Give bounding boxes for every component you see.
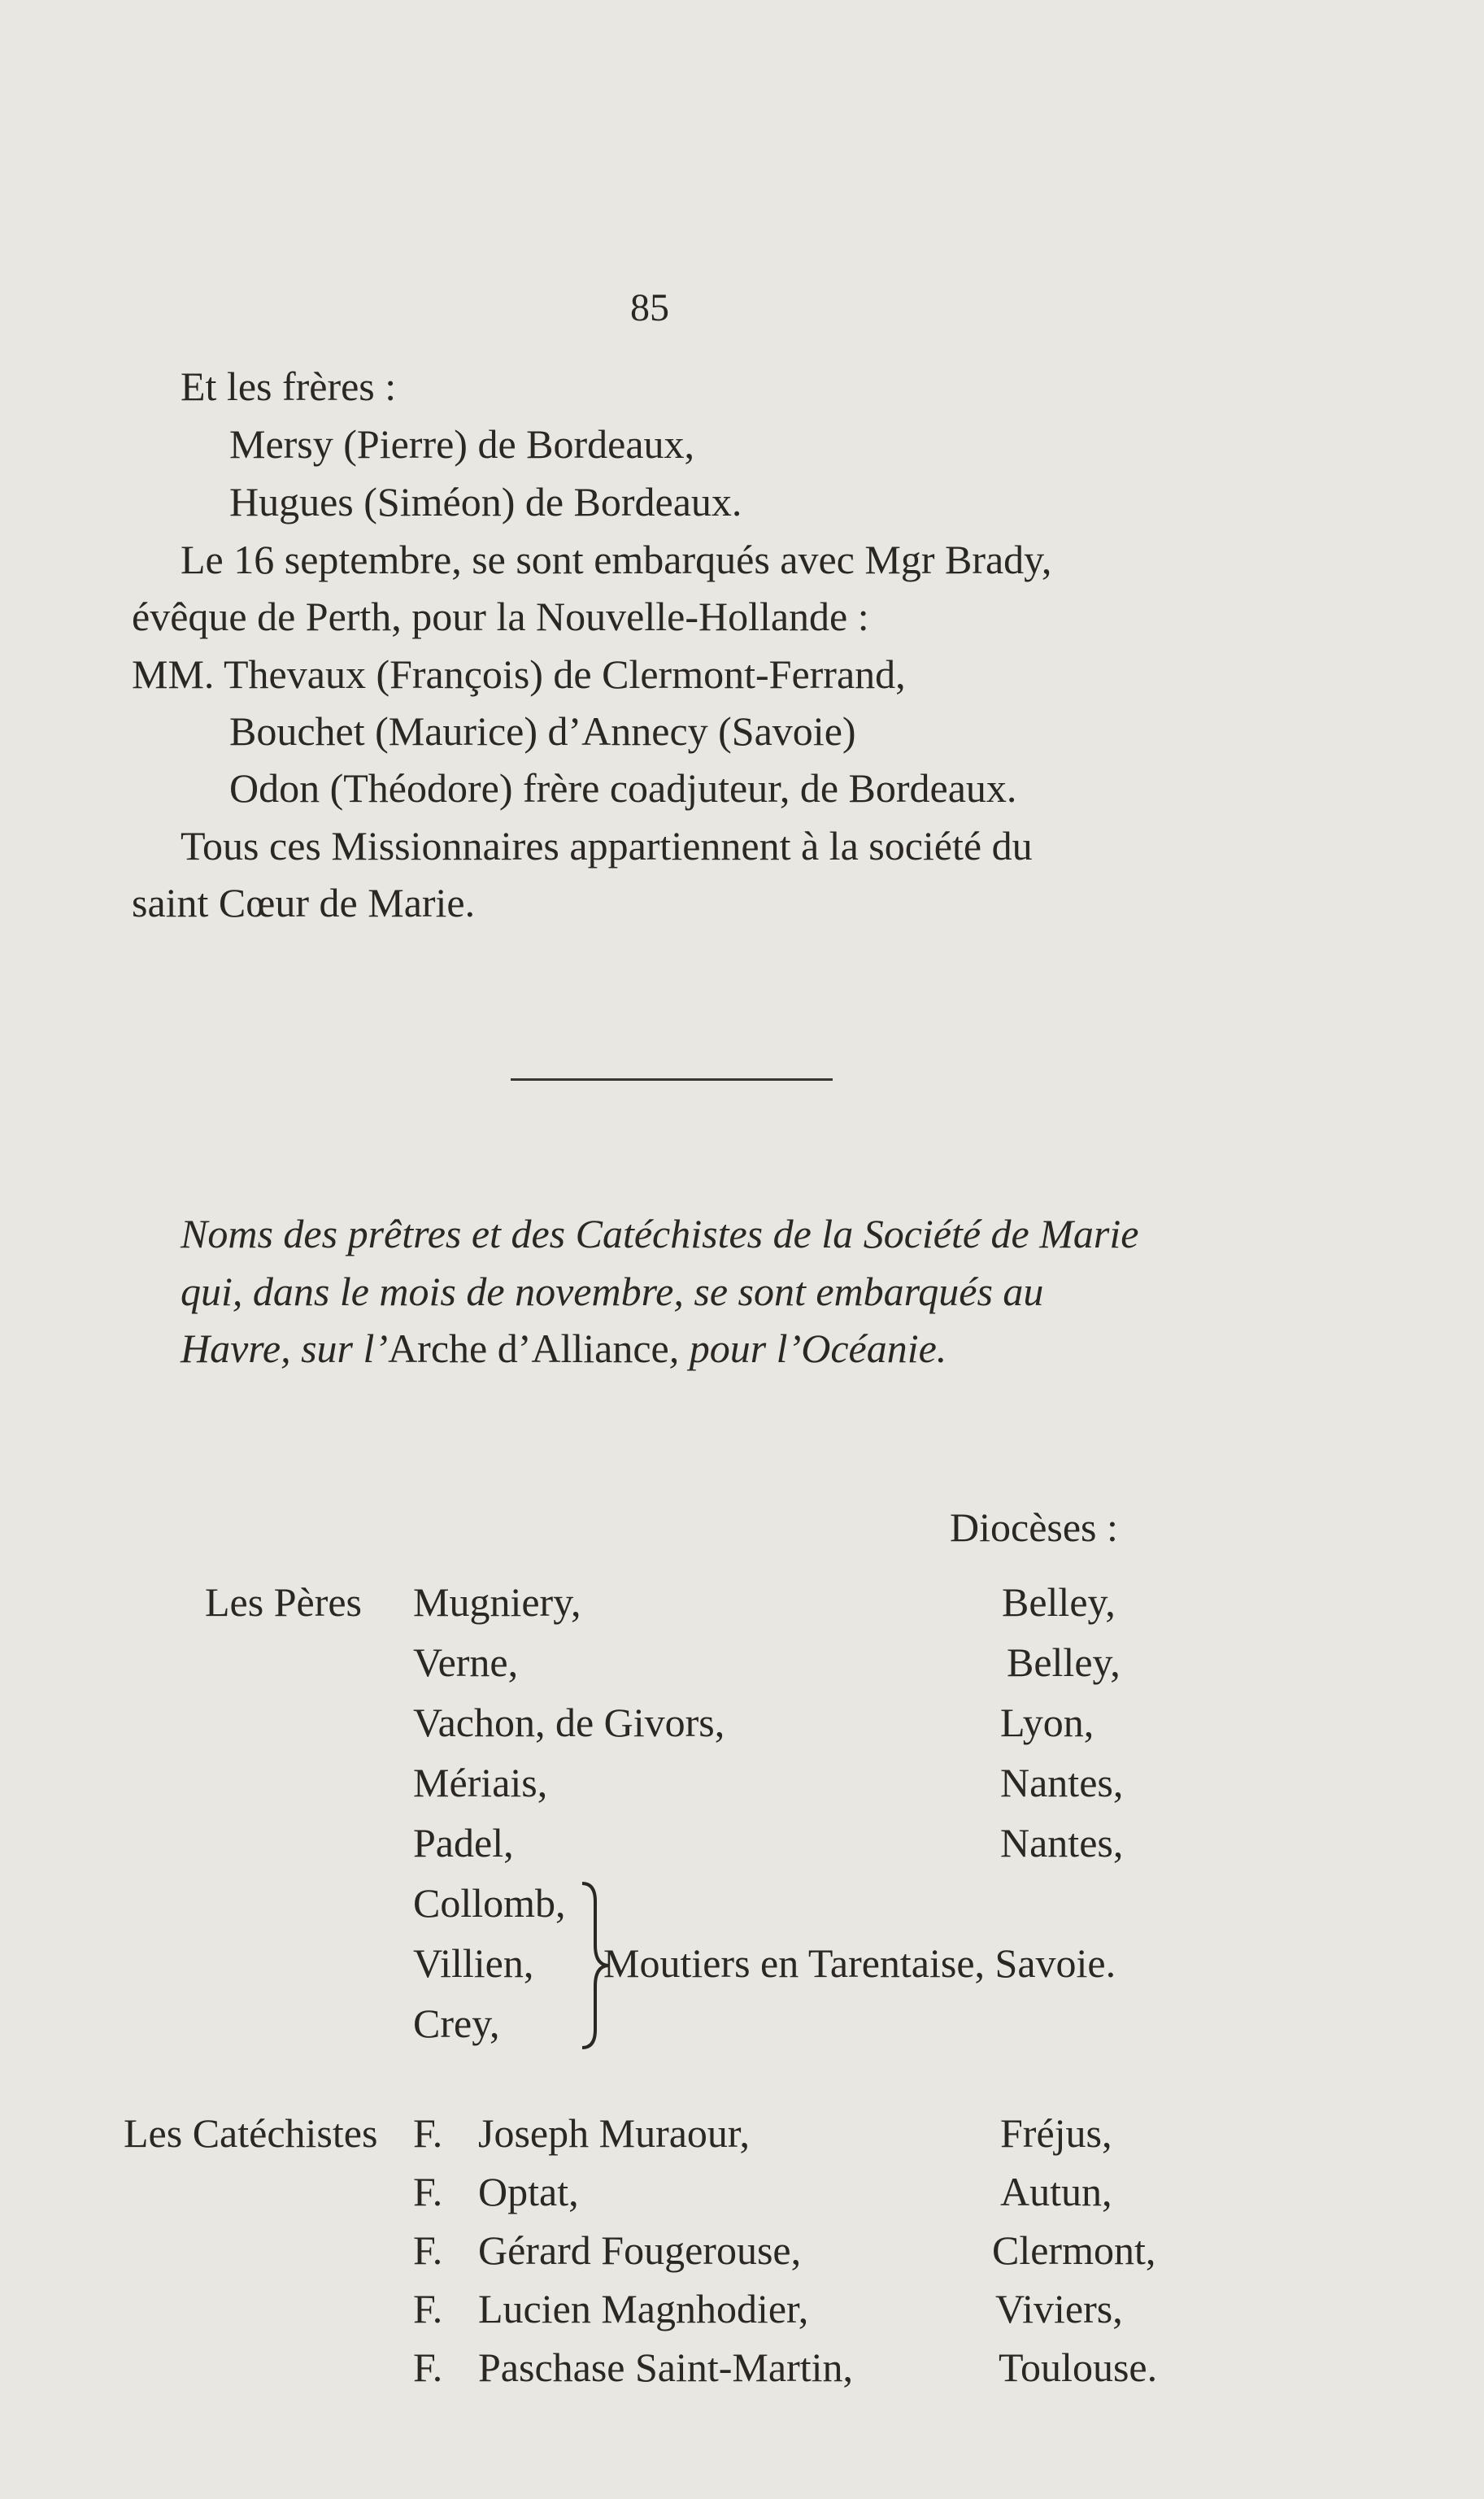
- catechiste-name: Gérard Fougerouse,: [478, 2227, 802, 2273]
- paragraph-line: Le 16 septembre, se sont embarqués avec Mgr Brady,: [181, 537, 1052, 582]
- pere-diocese: Nantes,: [1000, 1760, 1124, 1805]
- closing-line: saint Cœur de Marie.: [132, 880, 476, 925]
- catechiste-diocese: Clermont,: [992, 2227, 1156, 2273]
- missionary-line: Bouchet (Maurice) d’Annecy (Savoie): [229, 708, 856, 754]
- peres-label: Les Pères: [205, 1579, 362, 1625]
- heading-line: qui, dans le mois de novembre, se sont embarqués au: [181, 1269, 1044, 1314]
- section-divider: [511, 1078, 833, 1081]
- pere-diocese: Belley,: [1007, 1639, 1121, 1685]
- catechiste-prefix: F.: [413, 2110, 443, 2156]
- catechiste-name: Paschase Saint-Martin,: [478, 2344, 854, 2390]
- pere-name: Villien,: [413, 1940, 534, 1986]
- pere-name: Verne,: [413, 1639, 519, 1685]
- brother-line: Hugues (Siméon) de Bordeaux.: [229, 479, 742, 525]
- closing-line: Tous ces Missionnaires appartiennent à la société du: [181, 823, 1033, 869]
- catechiste-diocese: Toulouse.: [999, 2344, 1158, 2390]
- catechiste-diocese: Autun,: [1000, 2169, 1112, 2214]
- catechiste-name: Joseph Muraour,: [478, 2110, 751, 2156]
- catechiste-name: Optat,: [478, 2169, 579, 2214]
- heading-text: , pour l’Océanie.: [668, 1326, 947, 1371]
- mm-line: MM. Thevaux (François) de Clermont-Ferrand,: [132, 651, 906, 697]
- catechiste-name: Lucien Magnhodier,: [478, 2286, 809, 2331]
- heading-text: Havre, sur l’: [181, 1326, 389, 1371]
- pere-diocese: Nantes,: [1000, 1820, 1124, 1866]
- brother-line: Mersy (Pierre) de Bordeaux,: [229, 421, 695, 467]
- brothers-intro: Et les frères :: [181, 364, 397, 409]
- catechiste-prefix: F.: [413, 2344, 443, 2390]
- catechistes-label: Les Catéchistes: [124, 2110, 378, 2156]
- catechiste-prefix: F.: [413, 2169, 443, 2214]
- pere-name: Mériais,: [413, 1760, 548, 1805]
- pere-diocese: Belley,: [1002, 1579, 1116, 1625]
- ship-name: Arche d’Alliance: [388, 1326, 669, 1371]
- pere-name: Mugniery,: [413, 1579, 581, 1625]
- paragraph-line: évêque de Perth, pour la Nouvelle-Hollande :: [132, 594, 869, 639]
- page-number: 85: [630, 286, 669, 329]
- heading-line: [181, 1328, 947, 1369]
- pere-diocese: Lyon,: [1000, 1700, 1095, 1745]
- catechiste-diocese: Fréjus,: [1000, 2110, 1112, 2156]
- pere-name: Collomb,: [413, 1880, 566, 1926]
- brace-group-diocese: Moutiers en Tarentaise, Savoie.: [603, 1940, 1116, 1986]
- dioceses-header: Diocèses :: [950, 1504, 1118, 1550]
- missionary-line: Odon (Théodore) frère coadjuteur, de Bordeaux.: [229, 765, 1017, 811]
- heading-line: Noms des prêtres et des Catéchistes de la Société de Marie: [181, 1211, 1139, 1256]
- pere-name: Padel,: [413, 1820, 514, 1866]
- pere-name: Crey,: [413, 2001, 500, 2046]
- catechiste-prefix: F.: [413, 2227, 443, 2273]
- catechiste-prefix: F.: [413, 2286, 443, 2331]
- pere-name: Vachon, de Givors,: [413, 1700, 725, 1745]
- catechiste-diocese: Viviers,: [995, 2286, 1123, 2331]
